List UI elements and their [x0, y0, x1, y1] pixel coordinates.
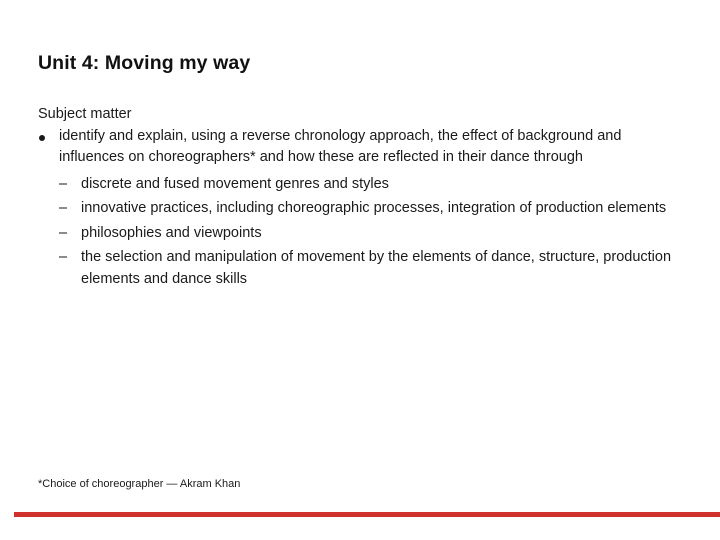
- bottom-accent-rule: [14, 512, 720, 517]
- list-item: [38, 174, 678, 196]
- list-item-text: philosophies and viewpoints: [81, 224, 262, 241]
- subject-matter-section: [38, 104, 678, 293]
- bullet-text: identify and explain, using a reverse chronology approach, the effect of background and influences on choreographers* and how these are reflected in their dance through: [59, 127, 622, 165]
- list-item: [38, 198, 678, 220]
- list-item: [38, 223, 678, 245]
- list-item-text: discrete and fused movement genres and styles: [81, 175, 389, 192]
- footnote: *Choice of choreographer — Akram Khan: [38, 478, 241, 490]
- dash-icon: –: [59, 200, 68, 216]
- list-item: [38, 247, 678, 290]
- page-title: Unit 4: Moving my way: [38, 52, 251, 74]
- dash-icon: –: [59, 175, 68, 192]
- dash-icon: –: [59, 224, 68, 241]
- bullet-item: [38, 126, 678, 169]
- sub-item-list: [38, 174, 678, 291]
- subject-matter-heading: Subject matter: [38, 106, 132, 122]
- list-item-text: innovative practices, including choreographic processes, integration of production elements: [81, 200, 667, 216]
- bullet-dot-icon: [39, 135, 45, 141]
- dash-icon: –: [59, 249, 68, 265]
- list-item-text: the selection and manipulation of movement by the elements of dance, structure, production elements and dance skills: [81, 249, 672, 287]
